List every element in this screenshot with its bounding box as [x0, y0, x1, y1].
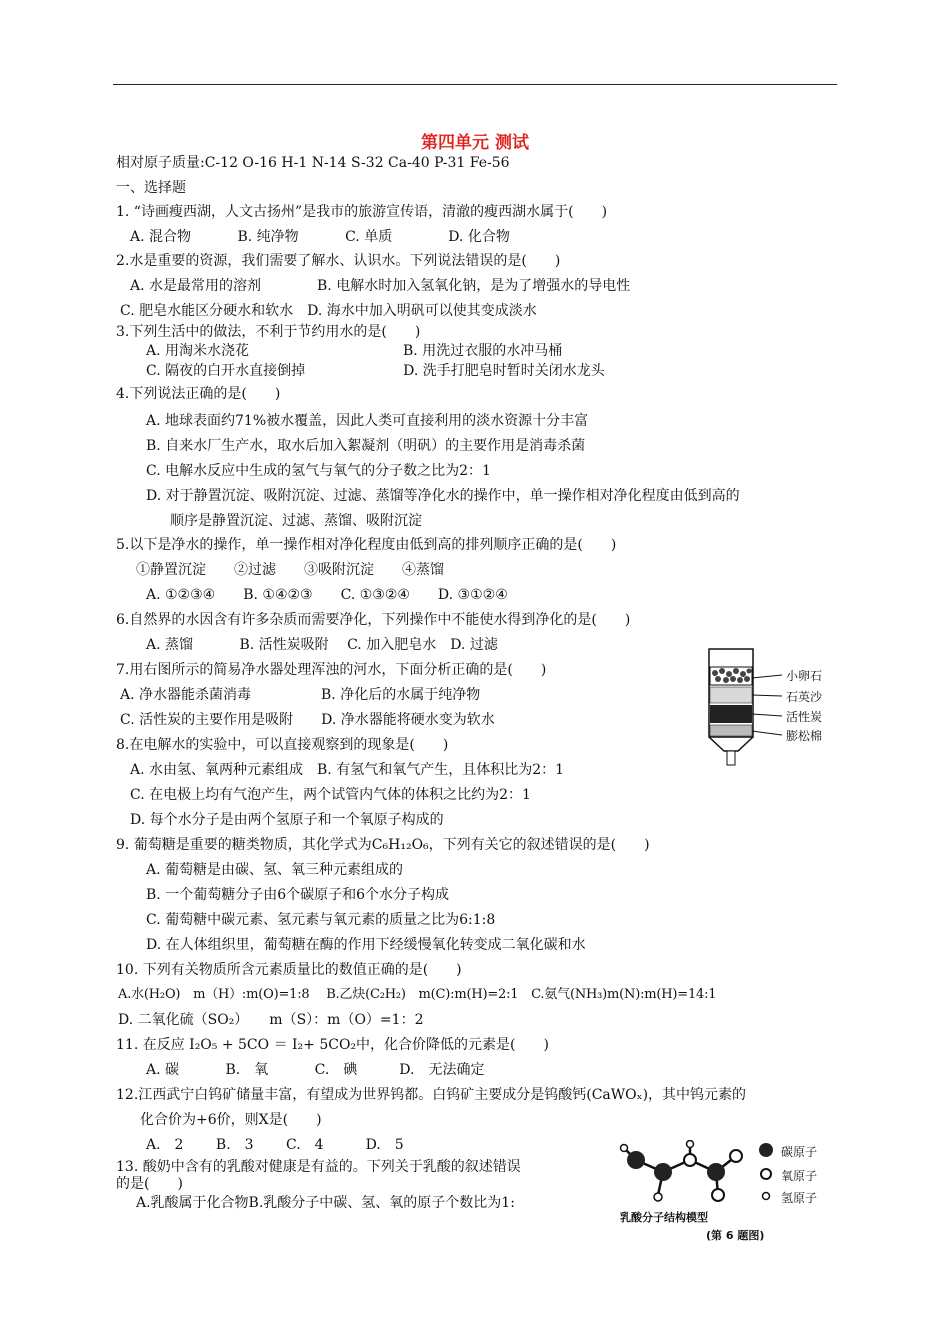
filter-label-cotton: 膨松棉 [786, 729, 823, 743]
q5-stem: 5.以下是净水的操作，单一操作相对净化程度由低到高的排列顺序正确的是( ) [116, 537, 617, 553]
q10-options-abc: A.水(H₂O) m（H）:m(O)=1:8 B.乙炔(C₂H₂) m(C):m(H)=2:1 C.氨气(NH₃)m(N):m(H)=14:1 [118, 987, 717, 1002]
q8-option-c: C. 在电极上均有气泡产生，两个试管内气体的体积之比约为2：1 [130, 787, 531, 803]
molecule-figure [618, 1140, 840, 1245]
filter-label-pebbles: 小卵石 [786, 669, 823, 683]
q10-option-d: D. 二氧化硫（SO₂） m（S）：m（O）=1：2 [118, 1012, 424, 1028]
q9-option-a: A. 葡萄糖是由碳、氢、氧三种元素组成的 [146, 862, 404, 878]
q11-stem: 11. 在反应 I₂O₅ + 5CO ＝ I₂+ 5CO₂中，化合价降低的元素是( ) [116, 1037, 549, 1053]
hydrogen-atom-icon [763, 1193, 770, 1200]
q4-option-c: C. 电解水反应中生成的氢气与氧气的分子数之比为2：1 [146, 463, 491, 479]
q7-options-ab: A. 净水器能杀菌消毒 B. 净化后的水属于纯净物 [120, 687, 481, 703]
q7-options-cd: C. 活性炭的主要作用是吸附 D. 净水器能将硬水变为软水 [120, 712, 495, 728]
q3-options-cd: C. 隔夜的白开水直接倒掉 D. 洗手打肥皂时暂时关闭水龙头 [146, 363, 605, 379]
header-rule [113, 84, 837, 85]
filter-label-activated-carbon: 活性炭 [786, 710, 823, 724]
q12-stem-cont: 化合价为+6价，则X是( ) [140, 1112, 322, 1128]
q13-options-ab: A.乳酸属于化合物B.乳酸分子中碳、氢、氧的原子个数比为1: [136, 1195, 515, 1211]
section-heading: 一、选择题 [116, 180, 186, 196]
q7-stem: 7.用右图所示的简易净水器处理浑浊的河水，下面分析正确的是( ) [116, 662, 547, 678]
q2-stem: 2.水是重要的资源，我们需要了解水、认识水。下列说法错误的是( ) [116, 253, 561, 269]
q12-stem: 12.江西武宁白钨矿储量丰富，有望成为世界钨都。白钨矿主要成分是钨酸钙(CaWOₓ)，其中钨元素的 [116, 1087, 747, 1103]
q9-stem: 9. 葡萄糖是重要的糖类物质，其化学式为C₆H₁₂O₆，下列有关它的叙述错误的是( ) [116, 837, 650, 853]
page-title: 第四单元 测试 [421, 133, 529, 153]
q1-stem: 1. “诗画瘦西湖，人文古扬州”是我市的旅游宣传语，清澈的瘦西湖水属于( ) [116, 204, 608, 220]
q8-option-d: D. 每个水分子是由两个氢原子和一个氧原子构成的 [130, 812, 444, 828]
q12-options: A. 2 B. 3 C. 4 D. 5 [146, 1137, 404, 1153]
legend-hydrogen: 氢原子 [781, 1191, 818, 1205]
q9-option-b: B. 一个葡萄糖分子由6个碳原子和6个水分子构成 [146, 887, 450, 903]
q4-option-a: A. 地球表面约71%被水覆盖，因此人类可直接利用的淡水资源十分丰富 [146, 413, 589, 429]
legend-carbon: 碳原子 [781, 1145, 818, 1159]
q2-options-cd: C. 肥皂水能区分硬水和软水 D. 海水中加入明矾可以使其变成淡水 [120, 303, 537, 319]
molecule-legend-icons [758, 1140, 774, 1204]
q4-stem: 4.下列说法正确的是( ) [116, 386, 281, 402]
atomic-masses: 相对原子质量:C-12 O-16 H-1 N-14 S-32 Ca-40 P-31 Fe-56 [116, 155, 510, 171]
molecule-subcaption: (第 6 题图) [706, 1229, 765, 1242]
q9-option-c: C. 葡萄糖中碳元素、氢元素与氧元素的质量之比为6:1:8 [146, 912, 496, 928]
q4-option-d-cont: 顺序是静置沉淀、过滤、蒸馏、吸附沉淀 [170, 513, 422, 529]
molecule-caption: 乳酸分子结构模型 [620, 1211, 708, 1224]
q5-items: ①静置沉淀 ②过滤 ③吸附沉淀 ④蒸馏 [136, 562, 444, 578]
carbon-atom-icon [759, 1143, 773, 1157]
q8-options-ab: A. 水由氢、氧两种元素组成 B. 有氢气和氧气产生，且体积比为2：1 [130, 762, 565, 778]
q10-stem: 10. 下列有关物质所含元素质量比的数值正确的是( ) [116, 962, 462, 978]
q11-options: A. 碳 B. 氧 C. 碘 D. 无法确定 [146, 1062, 485, 1078]
q6-options: A. 蒸馏 B. 活性炭吸附 C. 加入肥皂水 D. 过滤 [146, 637, 498, 653]
q3-stem: 3.下列生活中的做法，不利于节约用水的是( ) [116, 324, 421, 340]
q8-stem: 8.在电解水的实验中，可以直接观察到的现象是( ) [116, 737, 449, 753]
q13-stem-cont: 的是( ) [116, 1176, 183, 1192]
legend-oxygen: 氧原子 [781, 1169, 818, 1183]
q4-option-d: D. 对于静置沉淀、吸附沉淀、过滤、蒸馏等净化水的操作中，单一操作相对净化程度由低到高的 [146, 488, 740, 504]
q3-options-ab: A. 用淘米水浇花 B. 用洗过衣服的水冲马桶 [146, 343, 563, 359]
oxygen-atom-icon [761, 1169, 771, 1179]
filter-label-quartz-sand: 石英沙 [786, 690, 823, 704]
q5-options: A. ①②③④ B. ①④②③ C. ①③②④ D. ③①②④ [146, 587, 508, 603]
q1-options: A. 混合物 B. 纯净物 C. 单质 D. 化合物 [130, 229, 510, 245]
q9-option-d: D. 在人体组织里，葡萄糖在酶的作用下经缓慢氧化转变成二氧化碳和水 [146, 937, 586, 953]
q4-option-b: B. 自来水厂生产水，取水后加入絮凝剂（明矾）的主要作用是消毒杀菌 [146, 438, 586, 454]
q13-stem: 13. 酸奶中含有的乳酸对健康是有益的。下列关于乳酸的叙述错误 [116, 1159, 521, 1175]
q2-options-ab: A. 水是最常用的溶剂 B. 电解水时加入氢氧化钠，是为了增强水的导电性 [130, 278, 631, 294]
q6-stem: 6.自然界的水因含有许多杂质而需要净化，下列操作中不能使水得到净化的是( ) [116, 612, 631, 628]
lactic-acid-model [618, 1140, 758, 1208]
water-filter-figure [700, 645, 840, 770]
